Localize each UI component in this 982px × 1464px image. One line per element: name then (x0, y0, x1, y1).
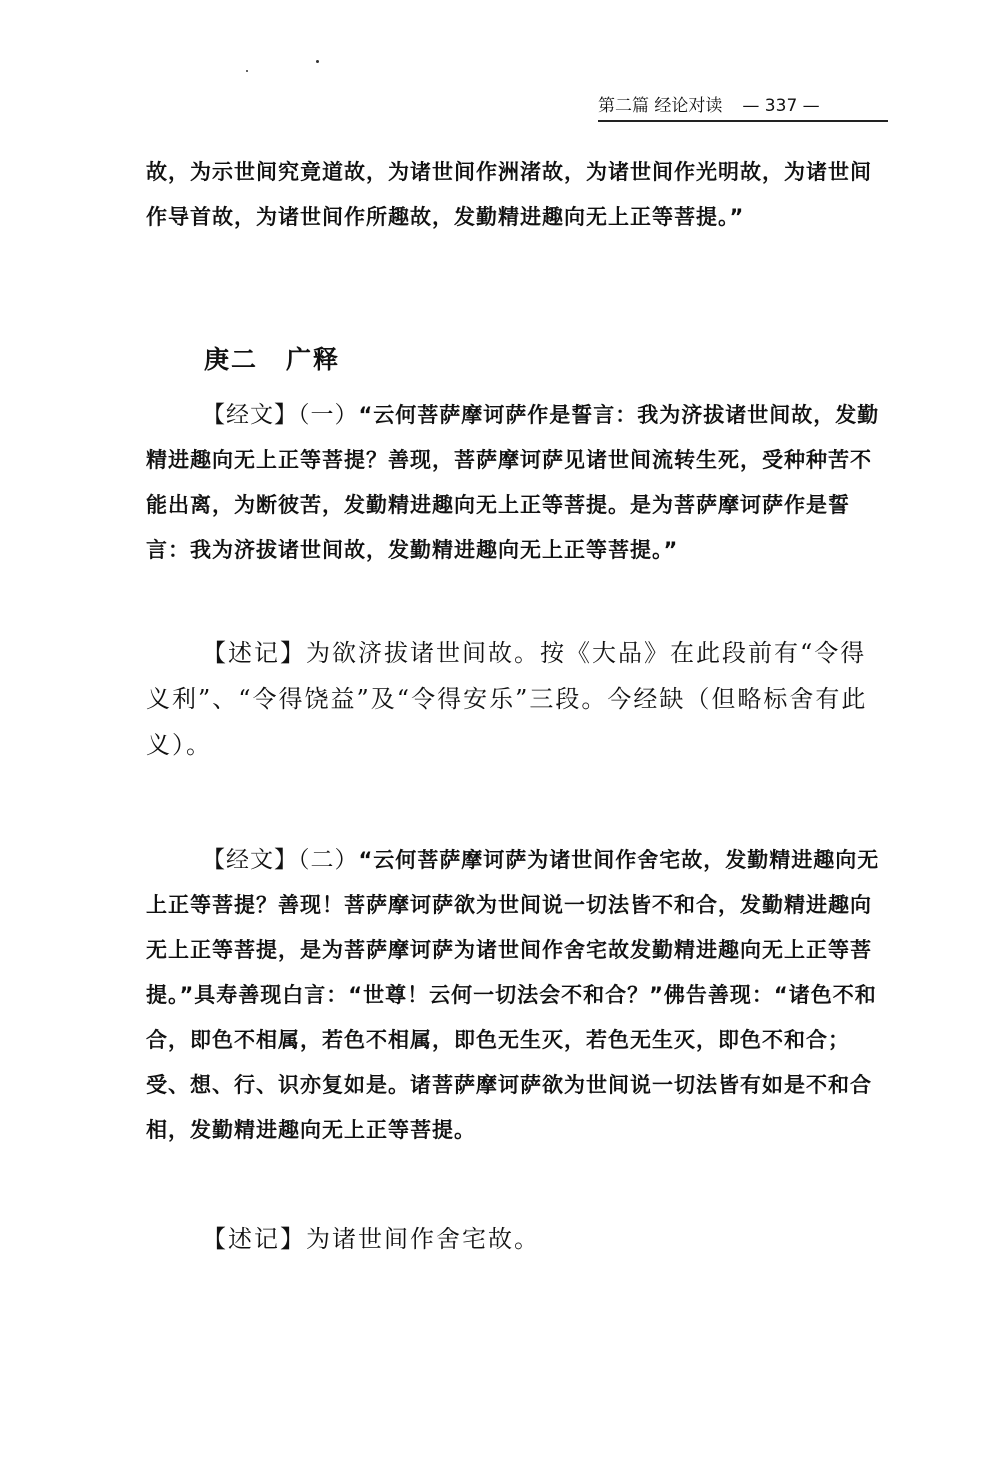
header-page-number: — 337 — (742, 96, 820, 116)
sutra-passage-2 (146, 838, 891, 1153)
commentary-tag-2: 【述记】 (202, 1225, 306, 1253)
sutra-passage-1 (146, 393, 891, 573)
commentary-text-1: 为欲济拔诸世间故。按《大品》在此段前有“令得义利”、“令得饶益”及“令得安乐”三段。今经缺（但略标舍有此义）。 (146, 639, 868, 759)
commentary-text-2: 为诸世间作舍宅故。 (306, 1225, 540, 1253)
sutra-tag-2: 【经文】（二） (202, 847, 359, 873)
commentary-tag-1: 【述记】 (202, 639, 306, 667)
running-header (598, 92, 886, 120)
sutra-tag-1: 【经文】（一） (202, 402, 359, 428)
header-rule (598, 120, 888, 122)
scan-speck (316, 60, 319, 63)
header-section-title: 第二篇 经论对读 (598, 96, 723, 116)
intro-paragraph-text: 故，为示世间究竟道故，为诸世间作洲渚故，为诸世间作光明故，为诸世间作导首故，为诸世间作所趣故，发勤精进趣向无上正等菩提。” (146, 160, 872, 229)
section-heading (204, 340, 340, 380)
sutra-text-2: “云何菩萨摩诃萨为诸世间作舍宅故，发勤精进趣向无上正等菩提？善现！菩萨摩诃萨欲为世间说一切法皆不和合，发勤精进趣向无上正等菩提，是为菩萨摩诃萨为诸世间作舍宅故发勤精进趣向无上正等菩提。”具寿善现白言：“世尊！云何一切法会不和合？”佛告善现：“诸色不和合，即色不相属，若色不相属，即色无生灭，若色无生灭，即色不和合；受、想、行、识亦复如是。诸菩萨摩诃萨欲为世间说一切法皆有如是不和合相，发勤精进趣向无上正等菩提。 (146, 848, 880, 1142)
intro-paragraph (146, 150, 891, 240)
scan-speck (246, 70, 248, 72)
sutra-text-1: “云何菩萨摩诃萨作是誓言：我为济拔诸世间故，发勤精进趣向无上正等菩提？善现，菩萨摩诃萨见诸世间流转生死，受种种苦不能出离，为断彼苦，发勤精进趣向无上正等菩提。是为菩萨摩诃萨作是誓言：我为济拔诸世间故，发勤精进趣向无上正等菩提。” (146, 403, 880, 562)
commentary-passage-1 (146, 630, 891, 768)
commentary-passage-2 (146, 1216, 891, 1262)
section-heading-part2: 广释 (286, 345, 341, 374)
section-heading-part1: 庚二 (204, 345, 259, 374)
